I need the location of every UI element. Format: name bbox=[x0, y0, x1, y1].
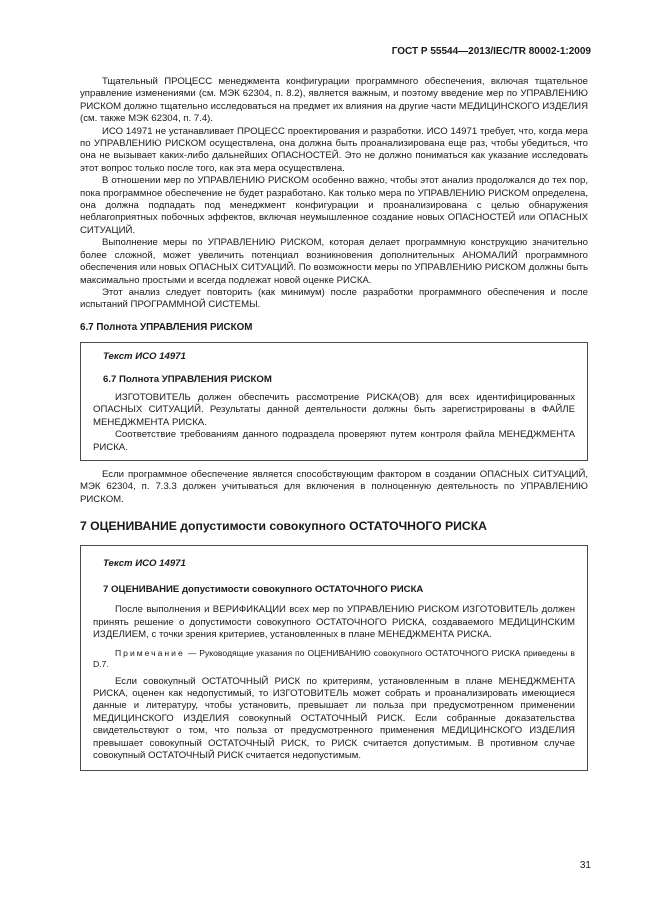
note-label: Примечание bbox=[115, 647, 185, 658]
quote-paragraph: Соответствие требованиям данного подраздела проверяют путем контроля файла МЕНЕДЖМЕНТА РИСКА. bbox=[93, 429, 575, 453]
paragraph: Этот анализ следует повторить (как минимум) после разработки программного обеспечения и после испытаний ПРОГРАММНОЙ СИСТЕМЫ. bbox=[80, 286, 588, 311]
quote-paragraph: После выполнения и ВЕРИФИКАЦИИ всех мер по УПРАВЛЕНИЮ РИСКОМ ИЗГОТОВИТЕЛЬ должен принять решение о допустимости совокупного ОСТАТОЧНОГО РИСКА, создаваемого МЕДИЦИНСКИМ ИЗДЕЛИЕМ, с точки зрения критериев, установленных в плане МЕНЕДЖМЕНТА РИСКА. bbox=[93, 604, 575, 641]
standard-header: ГОСТ Р 55544—2013/IEC/TR 80002-1:2009 bbox=[391, 46, 591, 57]
paragraph: ИСО 14971 не устанавливает ПРОЦЕСС проектирования и разработки. ИСО 14971 требует, что, когда мера по УПРАВЛЕНИЮ РИСКОМ осуществлена, она должна быть проанализирована еще раз, чтобы убедиться, что она не вызывает каких-либо дальнейших ОПАСНОСТЕЙ. Это не должно пониматься как указание исследовать этот вопрос только после того, как эта мера осуществлена. bbox=[80, 125, 588, 174]
quote-heading: 7 ОЦЕНИВАНИЕ допустимости совокупного ОСТАТОЧНОГО РИСКА bbox=[103, 584, 424, 595]
section-heading-7: 7 ОЦЕНИВАНИЕ допустимости совокупного ОСТАТОЧНОГО РИСКА bbox=[80, 519, 487, 534]
quote-note bbox=[93, 648, 575, 670]
page-content bbox=[80, 76, 588, 779]
paragraph: Выполнение меры по УПРАВЛЕНИЮ РИСКОМ, которая делает программную конструкцию значительно более сложной, может увеличить потенциал возникновения дополнительных АНОМАЛИЙ программного обеспечения или новых ОПАСНЫХ СИТУАЦИЙ. По возможности меры по УПРАВЛЕНИЮ РИСКОМ должны быть максимально простыми и всегда подлежат новой оценке РИСКА. bbox=[80, 237, 588, 286]
paragraph: В отношении мер по УПРАВЛЕНИЮ РИСКОМ особенно важно, чтобы этот анализ продолжался до тех пор, пока программное обеспечение не будет разработано. Как только мера по УПРАВЛЕНИЮ РИСКОМ определена, она должна подпадать под менеджмент конфигурации и проанализирована с целью обнаружения неблагоприятных побочных эффектов, включая неумышленное создание новых ОПАСНОСТЕЙ или ОПАСНЫХ СИТУАЦИЙ. bbox=[80, 175, 588, 236]
quote-paragraph: ИЗГОТОВИТЕЛЬ должен обеспечить рассмотрение РИСКА(ОВ) для всех идентифицированных ОПАСНЫХ СИТУАЦИЙ. Результаты данной деятельности должны быть зарегистрированы в ФАЙЛЕ МЕНЕДЖМЕНТА РИСКА. bbox=[93, 391, 575, 428]
section-heading-6-7: 6.7 Полнота УПРАВЛЕНИЯ РИСКОМ bbox=[80, 321, 253, 333]
note-text: — Руководящие указания по ОЦЕНИВАНИЮ совокупного ОСТАТОЧНОГО РИСКА приведены в D.7. bbox=[93, 647, 575, 669]
iso-quote-box-6-7 bbox=[80, 342, 588, 461]
page-number: 31 bbox=[579, 860, 591, 871]
paragraph: Тщательный ПРОЦЕСС менеджмента конфигурации программного обеспечения, включая тщательное управление изменениями (см. МЭК 62304, п. 8.2), является важным, и поэтому введение мер по УПРАВЛЕНИЮ РИСКОМ должно тщательно исследоваться на предмет их влияния на другие части МЕДИЦИНСКОГО ИЗДЕЛИЯ (см. также МЭК 62304, п. 7.4). bbox=[80, 76, 588, 125]
iso-quote-box-7 bbox=[80, 545, 588, 772]
quote-source-label: Текст ИСО 14971 bbox=[103, 557, 186, 569]
paragraph: Если программное обеспечение является способствующим фактором в создании ОПАСНЫХ СИТУАЦИЙ, МЭК 62304, п. 7.3.3 должен учитываться для включения в полноценную деятельность по УПРАВЛЕНИЮ РИСКОМ. bbox=[80, 468, 588, 505]
quote-paragraph: Если совокупный ОСТАТОЧНЫЙ РИСК по критериям, установленным в плане МЕНЕДЖМЕНТА РИСКА, оценен как недопустимый, то ИЗГОТОВИТЕЛЬ может собрать и проанализировать имеющиеся данные и литературу, чтобы установить, превышает ли польза при предусмотренном применении МЕДИЦИНСКОГО ИЗДЕЛИЯ совокупный ОСТАТОЧНЫЙ РИСК. Если собранные доказательства свидетельствуют о том, что польза от предусмотренного применения МЕДИЦИНСКОГО ИЗДЕЛИЯ превышает совокупный ОСТАТОЧНЫЙ РИСК, то РИСК считается допустимым. В противном случае совокупный ОСТАТОЧНЫЙ РИСК считается недопустимым. bbox=[93, 675, 575, 762]
quote-source-label: Текст ИСО 14971 bbox=[103, 351, 186, 363]
quote-heading: 6.7 Полнота УПРАВЛЕНИЯ РИСКОМ bbox=[103, 373, 272, 385]
